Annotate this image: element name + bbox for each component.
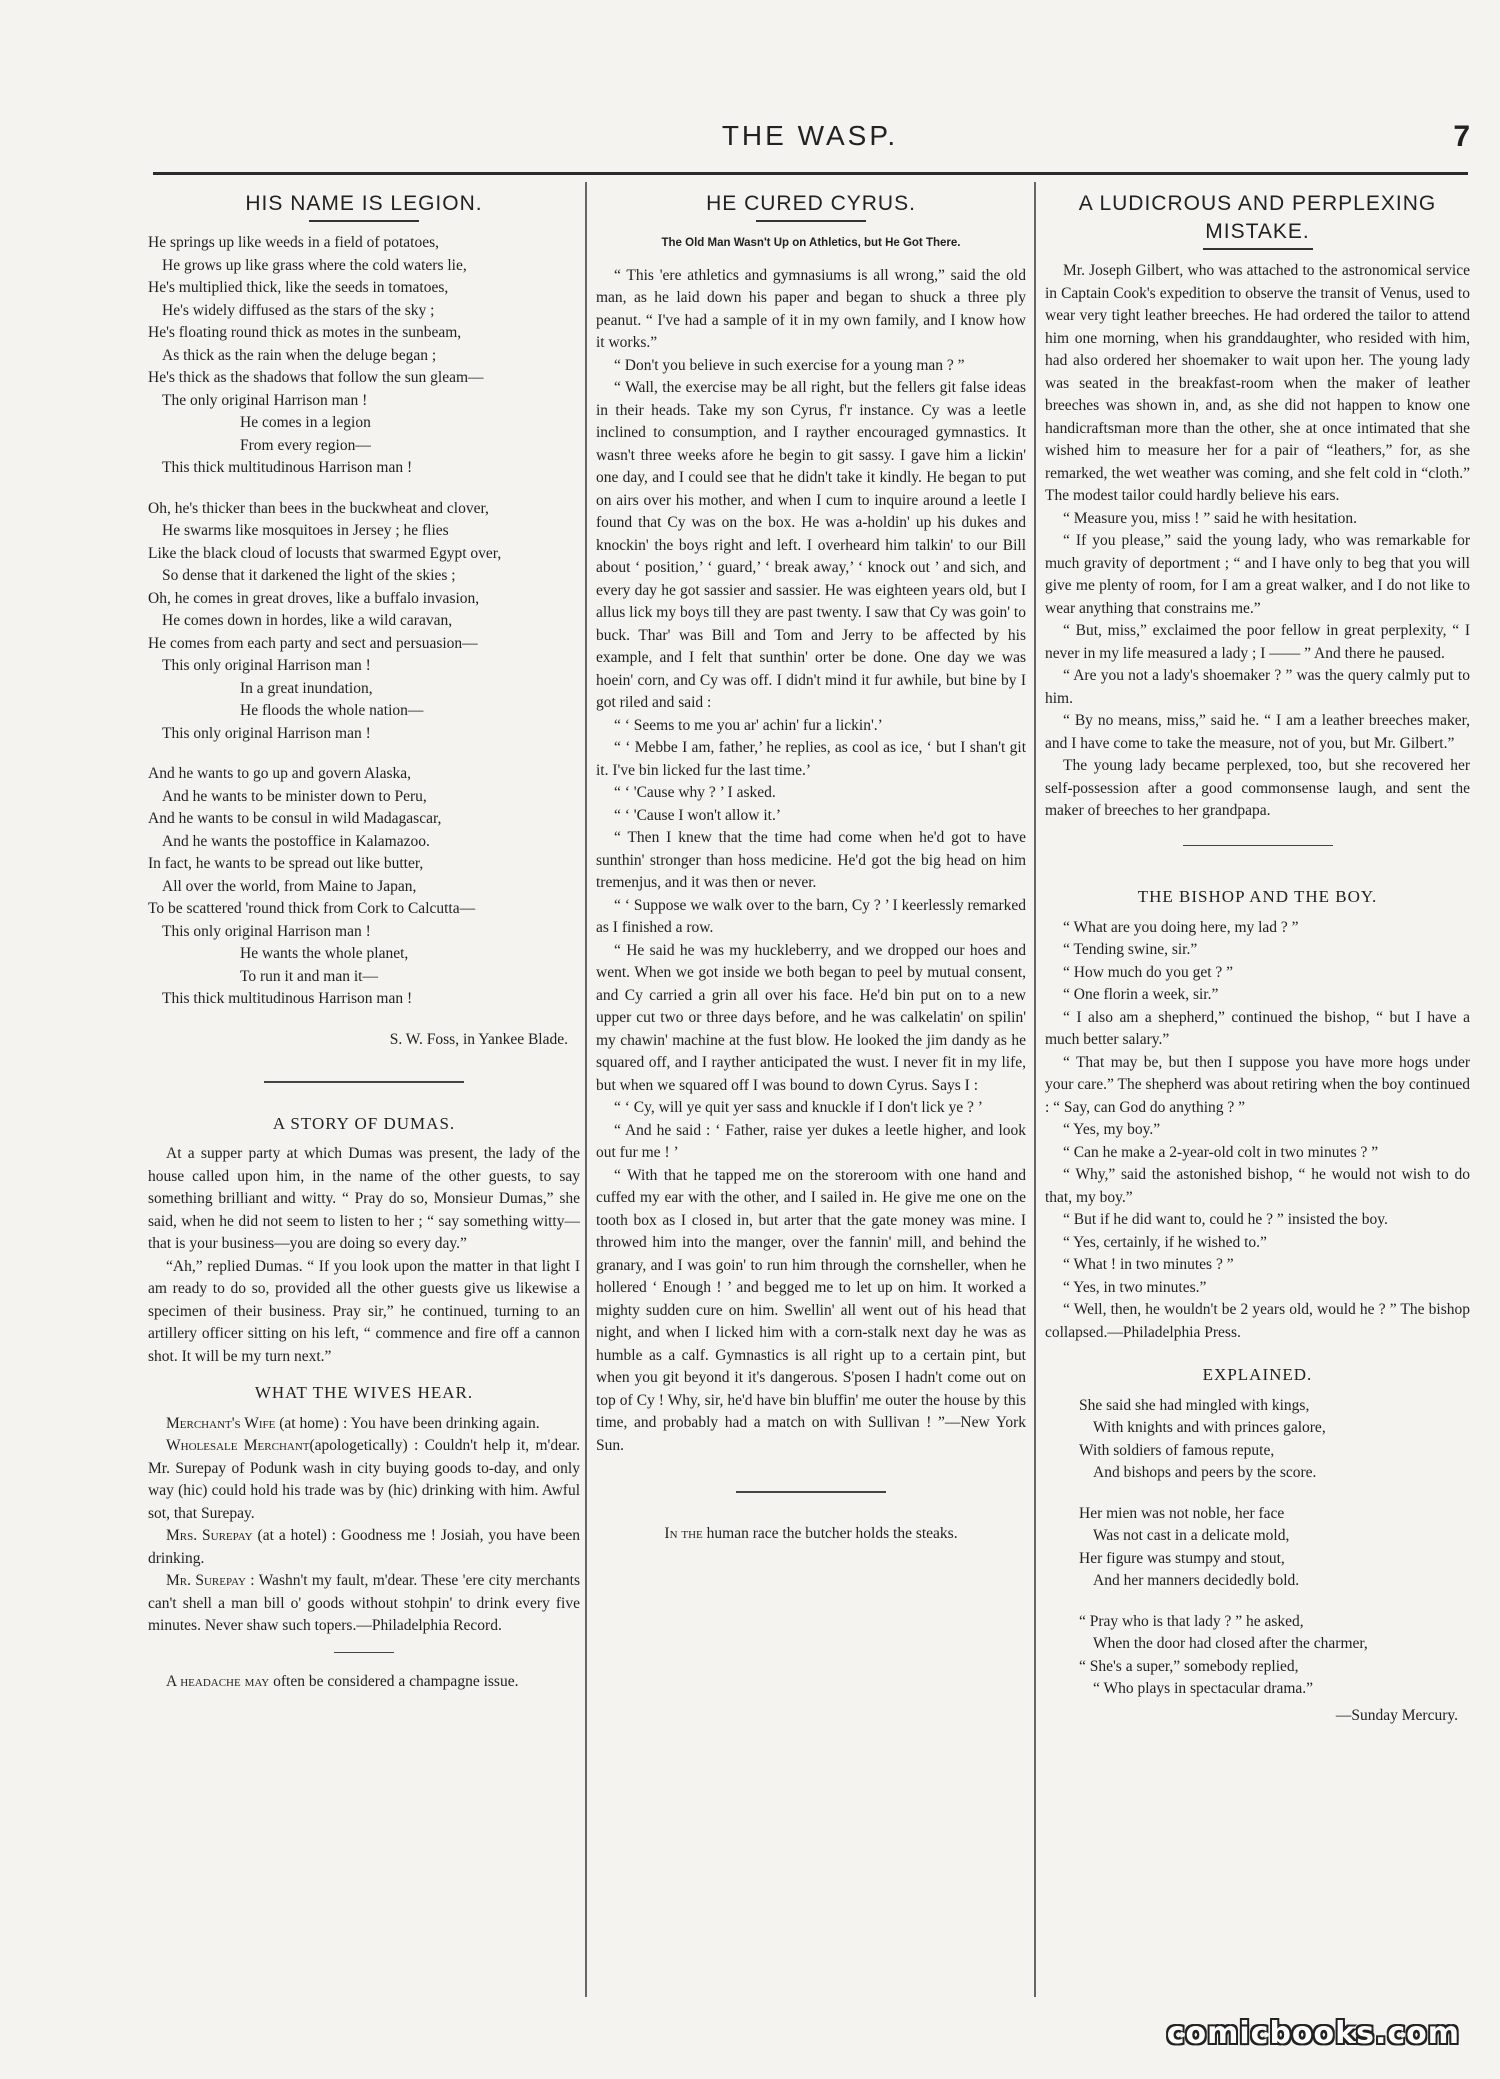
poem-line: This thick multitudinous Harrison man ! [162,459,413,476]
paragraph: “ Tending swine, sir.” [1063,941,1198,958]
paragraph: Mr. Joseph Gilbert, who was attached to the astronomical service in Captain Cook's expedition to observe the transit of Venus, used to wear very tight leather breeches. He had ordered the tailor to attend him one morning, when his granddaughter, who resided with him, had also ordered her shoemaker to wait upon her. The young lady was seated in the breakfast-room when the maker of leather breeches was shown in, and, as she did not happen to know one handicraftsman more than the other, she at once intimated that she wished him to measure her for a pair of “leathers,” for, as she remarked, the wet weather was coming, and she felt cold in “cloth.” The modest tailor could hardly believe his ears. [1045,262,1470,504]
section-separator [1183,845,1333,847]
poem-line: And he wants the postoffice in Kalamazoo. [162,832,430,850]
poem-line: With knights and with princes galore, [1093,1419,1326,1436]
filler-headache [148,1671,580,1694]
paragraph: “ But, miss,” exclaimed the poor fellow in great perplexity, “ I never in my life measured a lady ; I —— ” And there he paused. [1045,622,1470,662]
filler-lead: In the [664,1524,703,1542]
poem-line: Like the black cloud of locusts that swarmed Egypt over, [148,544,502,562]
poem-line: She said she had mingled with kings, [1079,1396,1310,1414]
paragraph: “ With that he tapped me on the storeroom with one hand and cuffed my ear with the other, and I sailed in. He give me one on the tooth box as I closed in, but arter that the gate money was mine. I throwed him into the manger, over the fannin' mill, and behind the granary, and I was goin' to run him through the cornsheller, when he hollered ‘ Enough ! ’ and begged me to let up on him. It worked a mighty sudden cure on him. Swellin' all went out of his head that night, and when I licked him with a corn-stalk next day he was as humble as a calf. Gymnastics is all right up to a certain pint, but when you git beyond it it's dangerous. S'posen I hadn't come out on top of Cy ! Why, sir, he'd have bin bluffin' me outer the house by this time, and probably had a match on with Sullivan ! ”—New York Sun. [596,1166,1026,1454]
article-body-mistake [1045,260,1470,823]
column-divider [585,182,587,1997]
paragraph: “ By no means, miss,” said he. “ I am a leather breeches maker, and I have come to take the measure, not of you, but Mr. Gilbert.” [1045,712,1470,752]
poem-line: And bishops and peers by the score. [1093,1464,1317,1481]
poem-stanza [148,232,580,480]
poem-line: This only original Harrison man ! [162,922,371,940]
poem-stanza [148,763,580,1011]
poem-line: And he wants to be minister down to Peru, [162,787,427,805]
paragraph: “ Wall, the exercise may be all right, but the fellers git false ideas in their heads. Take my son Cyrus, f'r instance. Cy was a leetle inclined to consumption, and I rayther encouraged gymnastics. It wasn't three weeks afore he begin to git sassy. I gave him a lickin' one day, and I could see that he didn't take it kindly. He began to put on airs over his mother, and when I cum to inquire around a leetle I found that Cy was on the box. He was a-holdin' up his dukes and knockin' the boys right and left. I overheard him talkin' to our Bill about ‘ position,’ ‘ guard,’ ‘ break away,’ ‘ knock out ’ and sich, and every day he got sassier and sassier. He was eighteen years old, but I allus lick my boys till they are past twenty. I saw that Cy was goin' to buck. Thar' was Bill and Tom and Jerry to be affected by his example, and I felt that sunthin' orter be done. One day we was hoein' corn, and Cy was off. I didn't mind it fur awhile, but bine by I got riled and said : [596,379,1026,711]
dialogue-text: (at a hotel) : Goodness me ! Josiah, you have been drinking. [148,1527,580,1567]
poem-line: And he wants to be consul in wild Madagascar, [148,810,442,827]
paragraph: “ And he said : ‘ Father, raise yer dukes a leetle higher, and look out fur me ! ’ [596,1121,1026,1161]
site-watermark: comicbooks.com [1166,2016,1460,2051]
paragraph: “ If you please,” said the young lady, who was remarkable for much gravity of deportment ; “ and I have only to beg that you will give me plenty of room, for I am a great walker, and I do not like to wear anything that constrains me.” [1045,532,1470,617]
poem-stanza [1079,1395,1470,1485]
paragraph: At a supper party at which Dumas was present, the lady of the house called upon him, in the name of the other guests, to say something brilliant and witty. “ Pray do so, Monsieur Dumas,” she said, when he did not seem to listen to her ; “ say something witty—that is your business—you are doing so every day.” [148,1145,580,1252]
poem-line: In a great inundation, [240,679,373,697]
poem-stanza [1079,1503,1470,1593]
paragraph: “ Yes, my boy.” [1063,1121,1161,1138]
masthead-rule [153,172,1468,175]
paragraph: “ ‘ 'Cause why ? ’ I asked. [614,784,776,801]
paragraph: “ Don't you believe in such exercise for a young man ? ” [614,356,965,374]
paragraph: “ I also am a shepherd,” continued the bishop, “ but I have a much better salary.” [1045,1008,1470,1048]
paragraph: “ What are you doing here, my lad ? ” [1063,918,1299,936]
article-title-cyrus: HE CURED CYRUS. [706,192,916,215]
poem-line: He comes down in hordes, like a wild caravan, [162,612,453,629]
article-title-explained: EXPLAINED. [1202,1365,1313,1384]
poem-line: He grows up like grass where the cold waters lie, [162,256,467,274]
column-3 [1045,188,1470,2009]
paragraph: “ ‘ Seems to me you ar' achin' fur a lickin'.’ [614,716,883,734]
title-underline [756,220,866,222]
paragraph: “ Yes, certainly, if he wished to.” [1063,1233,1267,1251]
poem-line: Was not cast in a delicate mold, [1093,1527,1290,1544]
speaker-name: Merchant's Wife [166,1414,276,1432]
paragraph: “ One florin a week, sir.” [1063,986,1219,1003]
dialogue-text: : Washn't my fault, m'dear. These 'ere city merchants can't shell a man bill o' goods without stohpin' to drink every five minutes. Never shaw such topers.—Philadelphia Record. [148,1572,580,1634]
filler-butcher [596,1523,1026,1546]
section-separator [264,1081,464,1083]
poem-line: The only original Harrison man ! [162,391,368,409]
poem-line: This only original Harrison man ! [162,657,371,674]
paragraph: “ How much do you get ? ” [1063,963,1234,981]
paragraph: “ Why,” said the astonished bishop, “ he would not wish to do that, my boy.” [1045,1166,1470,1206]
article-title-mistake: A LUDICROUS AND PERPLEXING MISTAKE. [1078,192,1437,243]
article-title-bishop: THE BISHOP AND THE BOY. [1137,887,1378,906]
filler-text: often be considered a champagne issue. [269,1673,519,1690]
article-body-dumas [148,1143,580,1368]
poem-line: He's widely diffused as the stars of the sky ; [162,301,435,319]
poem-line: And her manners decidedly bold. [1093,1572,1300,1589]
publication-title: THE WASP. [721,120,899,151]
paragraph: “ ‘ Mebbe I am, father,’ he replies, as cool as ice, ‘ but I shan't git it. I've bin licked fur the last time.’ [596,739,1026,779]
dialogue-text: (apologetically) : Couldn't help it, m'dear. Mr. Surepay of Podunk wash in city buying goods to-day, and only way (hic) could hold his trade was by (hic) drinking with him. Awful sot, that Surepay. [148,1437,580,1522]
masthead [150,120,1470,160]
poem-line: “ Who plays in spectacular drama.” [1093,1680,1314,1697]
page-number: 7 [1453,120,1470,153]
column-divider [1034,182,1036,1997]
poem-line: In fact, he wants to be spread out like butter, [148,855,424,872]
article-title-dumas: A STORY OF DUMAS. [272,1113,456,1133]
paragraph: “ ‘ Suppose we walk over to the barn, Cy ? ’ I keerlessly remarked as I finished a row. [596,896,1026,936]
paragraph: “ This 'ere athletics and gymnasiums is all wrong,” said the old man, as he laid down his paper and began to shuck a three ply peanut. “ I've had a sample of it in my own family, and I know how it works.” [596,266,1026,351]
poem-line: Her mien was not noble, her face [1079,1504,1285,1522]
title-underline [1203,248,1313,250]
article-subtitle-cyrus: The Old Man Wasn't Up on Athletics, but He Got There. [661,237,961,249]
poem-line: To be scattered 'round thick from Cork to Calcutta— [148,900,476,917]
dialogue-line [148,1570,580,1638]
poem-line: He wants the whole planet, [240,945,409,962]
speaker-name: Wholesale Merchant [166,1437,310,1454]
poem-line: He comes in a legion [240,414,371,431]
poem-line: From every region— [240,436,371,454]
paragraph: “ Measure you, miss ! ” said he with hesitation. [1063,509,1358,527]
article-body-wives [148,1413,580,1638]
article-title-wives: WHAT THE WIVES HEAR. [254,1383,474,1402]
poem-line: “ She's a super,” somebody replied, [1079,1657,1299,1675]
article-body-bishop [1045,917,1470,1345]
poem-line: Oh, he's thicker than bees in the buckwheat and clover, [148,499,489,517]
section-separator [334,1652,394,1654]
paragraph: “ ‘ 'Cause I won't allow it.’ [614,806,782,824]
poem-line: He's floating round thick as motes in the sunbeam, [148,324,462,341]
paragraph: “ Are you not a lady's shoemaker ? ” was the query calmly put to him. [1045,667,1470,707]
poem-line: And he wants to go up and govern Alaska, [148,765,412,782]
section-separator [736,1491,886,1493]
poem-line: He springs up like weeds in a field of potatoes, [148,234,439,251]
title-underline [309,220,419,222]
poem-line: He comes from each party and sect and persuasion— [148,634,478,652]
dialogue-line [148,1413,580,1436]
poem-line: This only original Harrison man ! [162,724,371,742]
paragraph: “Ah,” replied Dumas. “ If you look upon the matter in that light I am ready to do so, provided all the other guests give us likewise a specimen of their business. Pray sir,” he continued, turning to an artillery officer sitting on his left, “ commence and fire off a cannon shot. It will be my turn next.” [148,1257,580,1365]
paragraph: “ That may be, but then I suppose you have more hogs under your care.” The shepherd was about retiring when the boy continued : “ Say, can God do anything ? ” [1045,1053,1470,1116]
filler-text: human race the butcher holds the steaks. [702,1524,958,1542]
dialogue-text: (at home) : You have been drinking again. [275,1414,540,1432]
speaker-name: Mrs. Surepay [166,1527,253,1544]
poem-attribution: S. W. Foss, in Yankee Blade. [389,1030,568,1048]
paragraph: “ ‘ Cy, will ye quit yer sass and knuckle if I don't lick ye ? ’ [614,1099,983,1116]
paragraph: “ What ! in two minutes ? ” [1063,1256,1234,1273]
column-2 [596,188,1026,2009]
speaker-name: Mr. Surepay [166,1572,246,1589]
paragraph: “ Then I knew that the time had come when he'd got to have sunthin' stronger than hoss medicine. He'd got the big head on him tremenjus, and it was then or never. [596,829,1026,891]
paragraph: The young lady became perplexed, too, but she recovered her self-possession after a good commonsense laugh, and sent the maker of breeches to her grandpapa. [1045,757,1470,819]
poem-line: He floods the whole nation— [240,702,424,719]
poem-line: He's multiplied thick, like the seeds in tomatoes, [148,279,449,296]
poem-line: Her figure was stumpy and stout, [1079,1549,1285,1567]
poem-line: With soldiers of famous repute, [1079,1441,1275,1459]
poem-line: To run it and man it— [240,967,378,985]
poem-line: Oh, he comes in great droves, like a buffalo invasion, [148,589,480,607]
paragraph: “ But if he did want to, could he ? ” insisted the boy. [1063,1211,1388,1228]
poem-line: As thick as the rain when the deluge began ; [162,346,437,364]
poem-line: All over the world, from Maine to Japan, [162,877,417,895]
poem-line: He's thick as the shadows that follow the sun gleam— [148,369,484,386]
paragraph: “ Can he make a 2-year-old colt in two minutes ? ” [1063,1143,1379,1161]
paragraph: “ Well, then, he wouldn't be 2 years old, would he ? ” The bishop collapsed.—Philadelphia Press. [1045,1301,1470,1341]
paragraph: “ Yes, in two minutes.” [1063,1278,1207,1296]
filler-lead: A headache may [166,1673,270,1690]
poem-line: When the door had closed after the charmer, [1093,1635,1368,1652]
article-title-legion: HIS NAME IS LEGION. [245,192,483,215]
poem-stanza [148,498,580,746]
dialogue-line [148,1525,580,1570]
poem-line: “ Pray who is that lady ? ” he asked, [1079,1612,1304,1630]
poem-line: This thick multitudinous Harrison man ! [162,990,413,1007]
poem-explained [1045,1395,1470,1701]
paragraph: “ He said he was my huckleberry, and we dropped our hoes and went. When we got inside we both began to peel by mutual consent, and Cy carried a grin all over his face. He'd bin put on to a new upper cut two or three days before, and he was calkelatin' on spilin' my chawin' machine at the fust blow. He looked the jim dandy as he squared off, and I rayther anticipated the wust. I never fit in my life, but when we squared off I was bound to down Cyrus. Says I : [596,941,1026,1094]
column-1 [148,188,580,2009]
poem-legion [148,232,580,1011]
poem-line: He swarms like mosquitoes in Jersey ; he flies [162,522,449,539]
article-body-cyrus [596,265,1026,1458]
poem-line: So dense that it darkened the light of the skies ; [162,567,456,584]
poem-attribution: —Sunday Mercury. [1335,1706,1458,1724]
poem-stanza [1079,1611,1470,1701]
dialogue-line [148,1435,580,1525]
